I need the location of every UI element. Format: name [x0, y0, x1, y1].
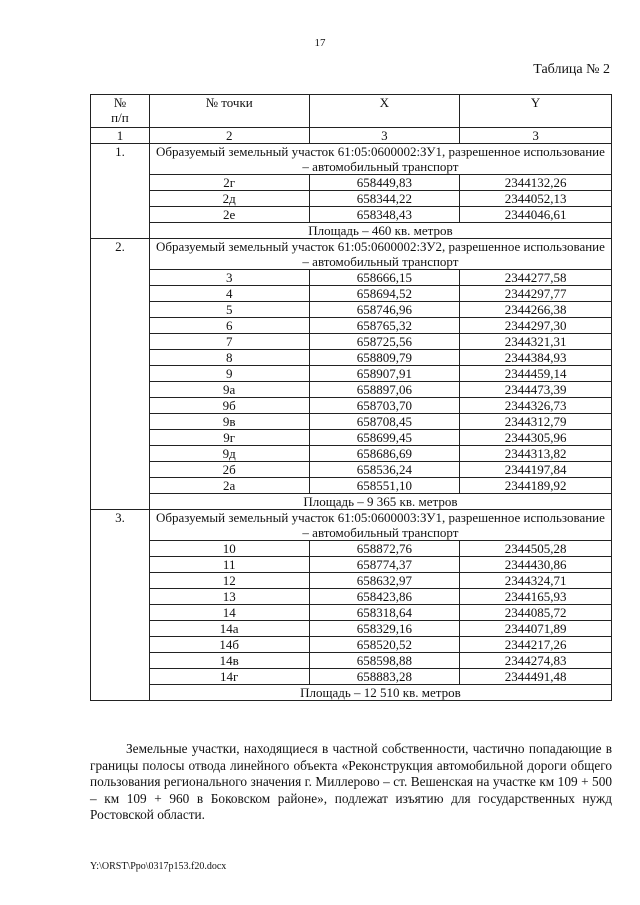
cell-point: 14а [149, 621, 309, 637]
cell-point: 2г [149, 175, 309, 191]
index-cell: 2 [149, 128, 309, 144]
cell-x: 658897,06 [309, 382, 460, 398]
group-area: Площадь – 12 510 кв. метров [149, 685, 611, 701]
cell-y: 2344473,39 [460, 382, 612, 398]
table-row [91, 462, 612, 478]
index-cell: 1 [91, 128, 150, 144]
header-x: X [309, 95, 460, 128]
table-row [91, 334, 612, 350]
cell-point: 14в [149, 653, 309, 669]
cell-y: 2344085,72 [460, 605, 612, 621]
cell-x: 658520,52 [309, 637, 460, 653]
table-row [91, 478, 612, 494]
cell-x: 658598,88 [309, 653, 460, 669]
cell-y: 2344071,89 [460, 621, 612, 637]
group-number: 1. [91, 144, 150, 239]
cell-point: 9 [149, 366, 309, 382]
table-row [91, 541, 612, 557]
cell-x: 658725,56 [309, 334, 460, 350]
cell-y: 2344324,71 [460, 573, 612, 589]
cell-point: 2б [149, 462, 309, 478]
cell-x: 658694,52 [309, 286, 460, 302]
table-row [91, 605, 612, 621]
table-row [91, 669, 612, 685]
cell-point: 4 [149, 286, 309, 302]
group-area-row [91, 223, 612, 239]
body-paragraph-text: Земельные участки, находящиеся в частной собственности, частично попадающие в границы полосы отвода линейного объекта «Реконструкция автомобильной дороги общего пользования регионального значения г. Миллерово – ст. Вешенская на участке км 109 + 500 – км 109 + 960 в Боковском районе», подлежат изъятию для государственных нужд Ростовской области. [90, 741, 612, 822]
cell-point: 3 [149, 270, 309, 286]
table-header-row [91, 95, 612, 128]
table-caption: Таблица № 2 [533, 62, 610, 77]
cell-y: 2344430,86 [460, 557, 612, 573]
group-area: Площадь – 9 365 кв. метров [149, 494, 611, 510]
cell-y: 2344297,77 [460, 286, 612, 302]
table-index-row [91, 128, 612, 144]
cell-y: 2344165,93 [460, 589, 612, 605]
cell-x: 658774,37 [309, 557, 460, 573]
table-row [91, 270, 612, 286]
cell-x: 658699,45 [309, 430, 460, 446]
cell-x: 658318,64 [309, 605, 460, 621]
cell-point: 7 [149, 334, 309, 350]
group-area-row [91, 685, 612, 701]
cell-y: 2344277,58 [460, 270, 612, 286]
cell-point: 14б [149, 637, 309, 653]
cell-y: 2344491,48 [460, 669, 612, 685]
coordinates-table [90, 94, 612, 701]
cell-y: 2344312,79 [460, 414, 612, 430]
group-number: 3. [91, 510, 150, 701]
cell-point: 8 [149, 350, 309, 366]
group-description: Образуемый земельный участок 61:05:0600003:ЗУ1, разрешенное использование – автомобильный транспорт [149, 510, 611, 541]
table-row [91, 382, 612, 398]
cell-point: 14 [149, 605, 309, 621]
cell-y: 2344132,26 [460, 175, 612, 191]
cell-y: 2344305,96 [460, 430, 612, 446]
cell-y: 2344274,83 [460, 653, 612, 669]
table-row [91, 398, 612, 414]
cell-y: 2344326,73 [460, 398, 612, 414]
page-number: 17 [314, 37, 326, 49]
cell-point: 6 [149, 318, 309, 334]
table-row [91, 557, 612, 573]
cell-point: 2д [149, 191, 309, 207]
cell-point: 11 [149, 557, 309, 573]
cell-x: 658686,69 [309, 446, 460, 462]
cell-y: 2344266,38 [460, 302, 612, 318]
cell-point: 14г [149, 669, 309, 685]
table-row [91, 191, 612, 207]
cell-x: 658551,10 [309, 478, 460, 494]
table-row [91, 286, 612, 302]
cell-point: 9а [149, 382, 309, 398]
table-row [91, 414, 612, 430]
group-description: Образуемый земельный участок 61:05:0600002:ЗУ2, разрешенное использование – автомобильный транспорт [149, 239, 611, 270]
index-cell: 3 [309, 128, 460, 144]
cell-y: 2344052,13 [460, 191, 612, 207]
cell-point: 9д [149, 446, 309, 462]
cell-point: 5 [149, 302, 309, 318]
index-cell: 3 [460, 128, 612, 144]
table-row [91, 621, 612, 637]
header-num: № п/п [91, 95, 150, 128]
table-row [91, 175, 612, 191]
cell-point: 2а [149, 478, 309, 494]
cell-point: 9г [149, 430, 309, 446]
cell-y: 2344046,61 [460, 207, 612, 223]
cell-x: 658809,79 [309, 350, 460, 366]
cell-x: 658632,97 [309, 573, 460, 589]
cell-y: 2344384,93 [460, 350, 612, 366]
group-number: 2. [91, 239, 150, 510]
table-row [91, 430, 612, 446]
cell-point: 9в [149, 414, 309, 430]
table-row [91, 350, 612, 366]
cell-point: 12 [149, 573, 309, 589]
cell-x: 658329,16 [309, 621, 460, 637]
cell-x: 658666,15 [309, 270, 460, 286]
cell-point: 10 [149, 541, 309, 557]
table-row [91, 637, 612, 653]
group-description-row [91, 144, 612, 175]
cell-x: 658344,22 [309, 191, 460, 207]
cell-x: 658703,70 [309, 398, 460, 414]
table-row [91, 573, 612, 589]
table-row [91, 366, 612, 382]
cell-y: 2344459,14 [460, 366, 612, 382]
table-row [91, 653, 612, 669]
cell-x: 658872,76 [309, 541, 460, 557]
cell-y: 2344217,26 [460, 637, 612, 653]
cell-y: 2344321,31 [460, 334, 612, 350]
cell-point: 13 [149, 589, 309, 605]
cell-x: 658746,96 [309, 302, 460, 318]
cell-y: 2344189,92 [460, 478, 612, 494]
group-description: Образуемый земельный участок 61:05:0600002:ЗУ1, разрешенное использование – автомобильный транспорт [149, 144, 611, 175]
cell-x: 658348,43 [309, 207, 460, 223]
header-y: Y [460, 95, 612, 128]
body-paragraph [90, 741, 612, 824]
cell-y: 2344313,82 [460, 446, 612, 462]
cell-x: 658423,86 [309, 589, 460, 605]
file-path-footer: Y:\ORST\Ppo\0317p153.f20.docx [90, 861, 227, 872]
cell-y: 2344297,30 [460, 318, 612, 334]
table-row [91, 589, 612, 605]
group-description-row [91, 510, 612, 541]
table-row [91, 318, 612, 334]
table-row [91, 302, 612, 318]
table-row [91, 446, 612, 462]
cell-y: 2344505,28 [460, 541, 612, 557]
cell-point: 9б [149, 398, 309, 414]
cell-x: 658765,32 [309, 318, 460, 334]
cell-x: 658883,28 [309, 669, 460, 685]
group-description-row [91, 239, 612, 270]
table-row [91, 207, 612, 223]
cell-x: 658449,83 [309, 175, 460, 191]
header-point: № точки [149, 95, 309, 128]
cell-point: 2е [149, 207, 309, 223]
group-area-row [91, 494, 612, 510]
group-area: Площадь – 460 кв. метров [149, 223, 611, 239]
cell-x: 658536,24 [309, 462, 460, 478]
cell-x: 658708,45 [309, 414, 460, 430]
cell-x: 658907,91 [309, 366, 460, 382]
cell-y: 2344197,84 [460, 462, 612, 478]
